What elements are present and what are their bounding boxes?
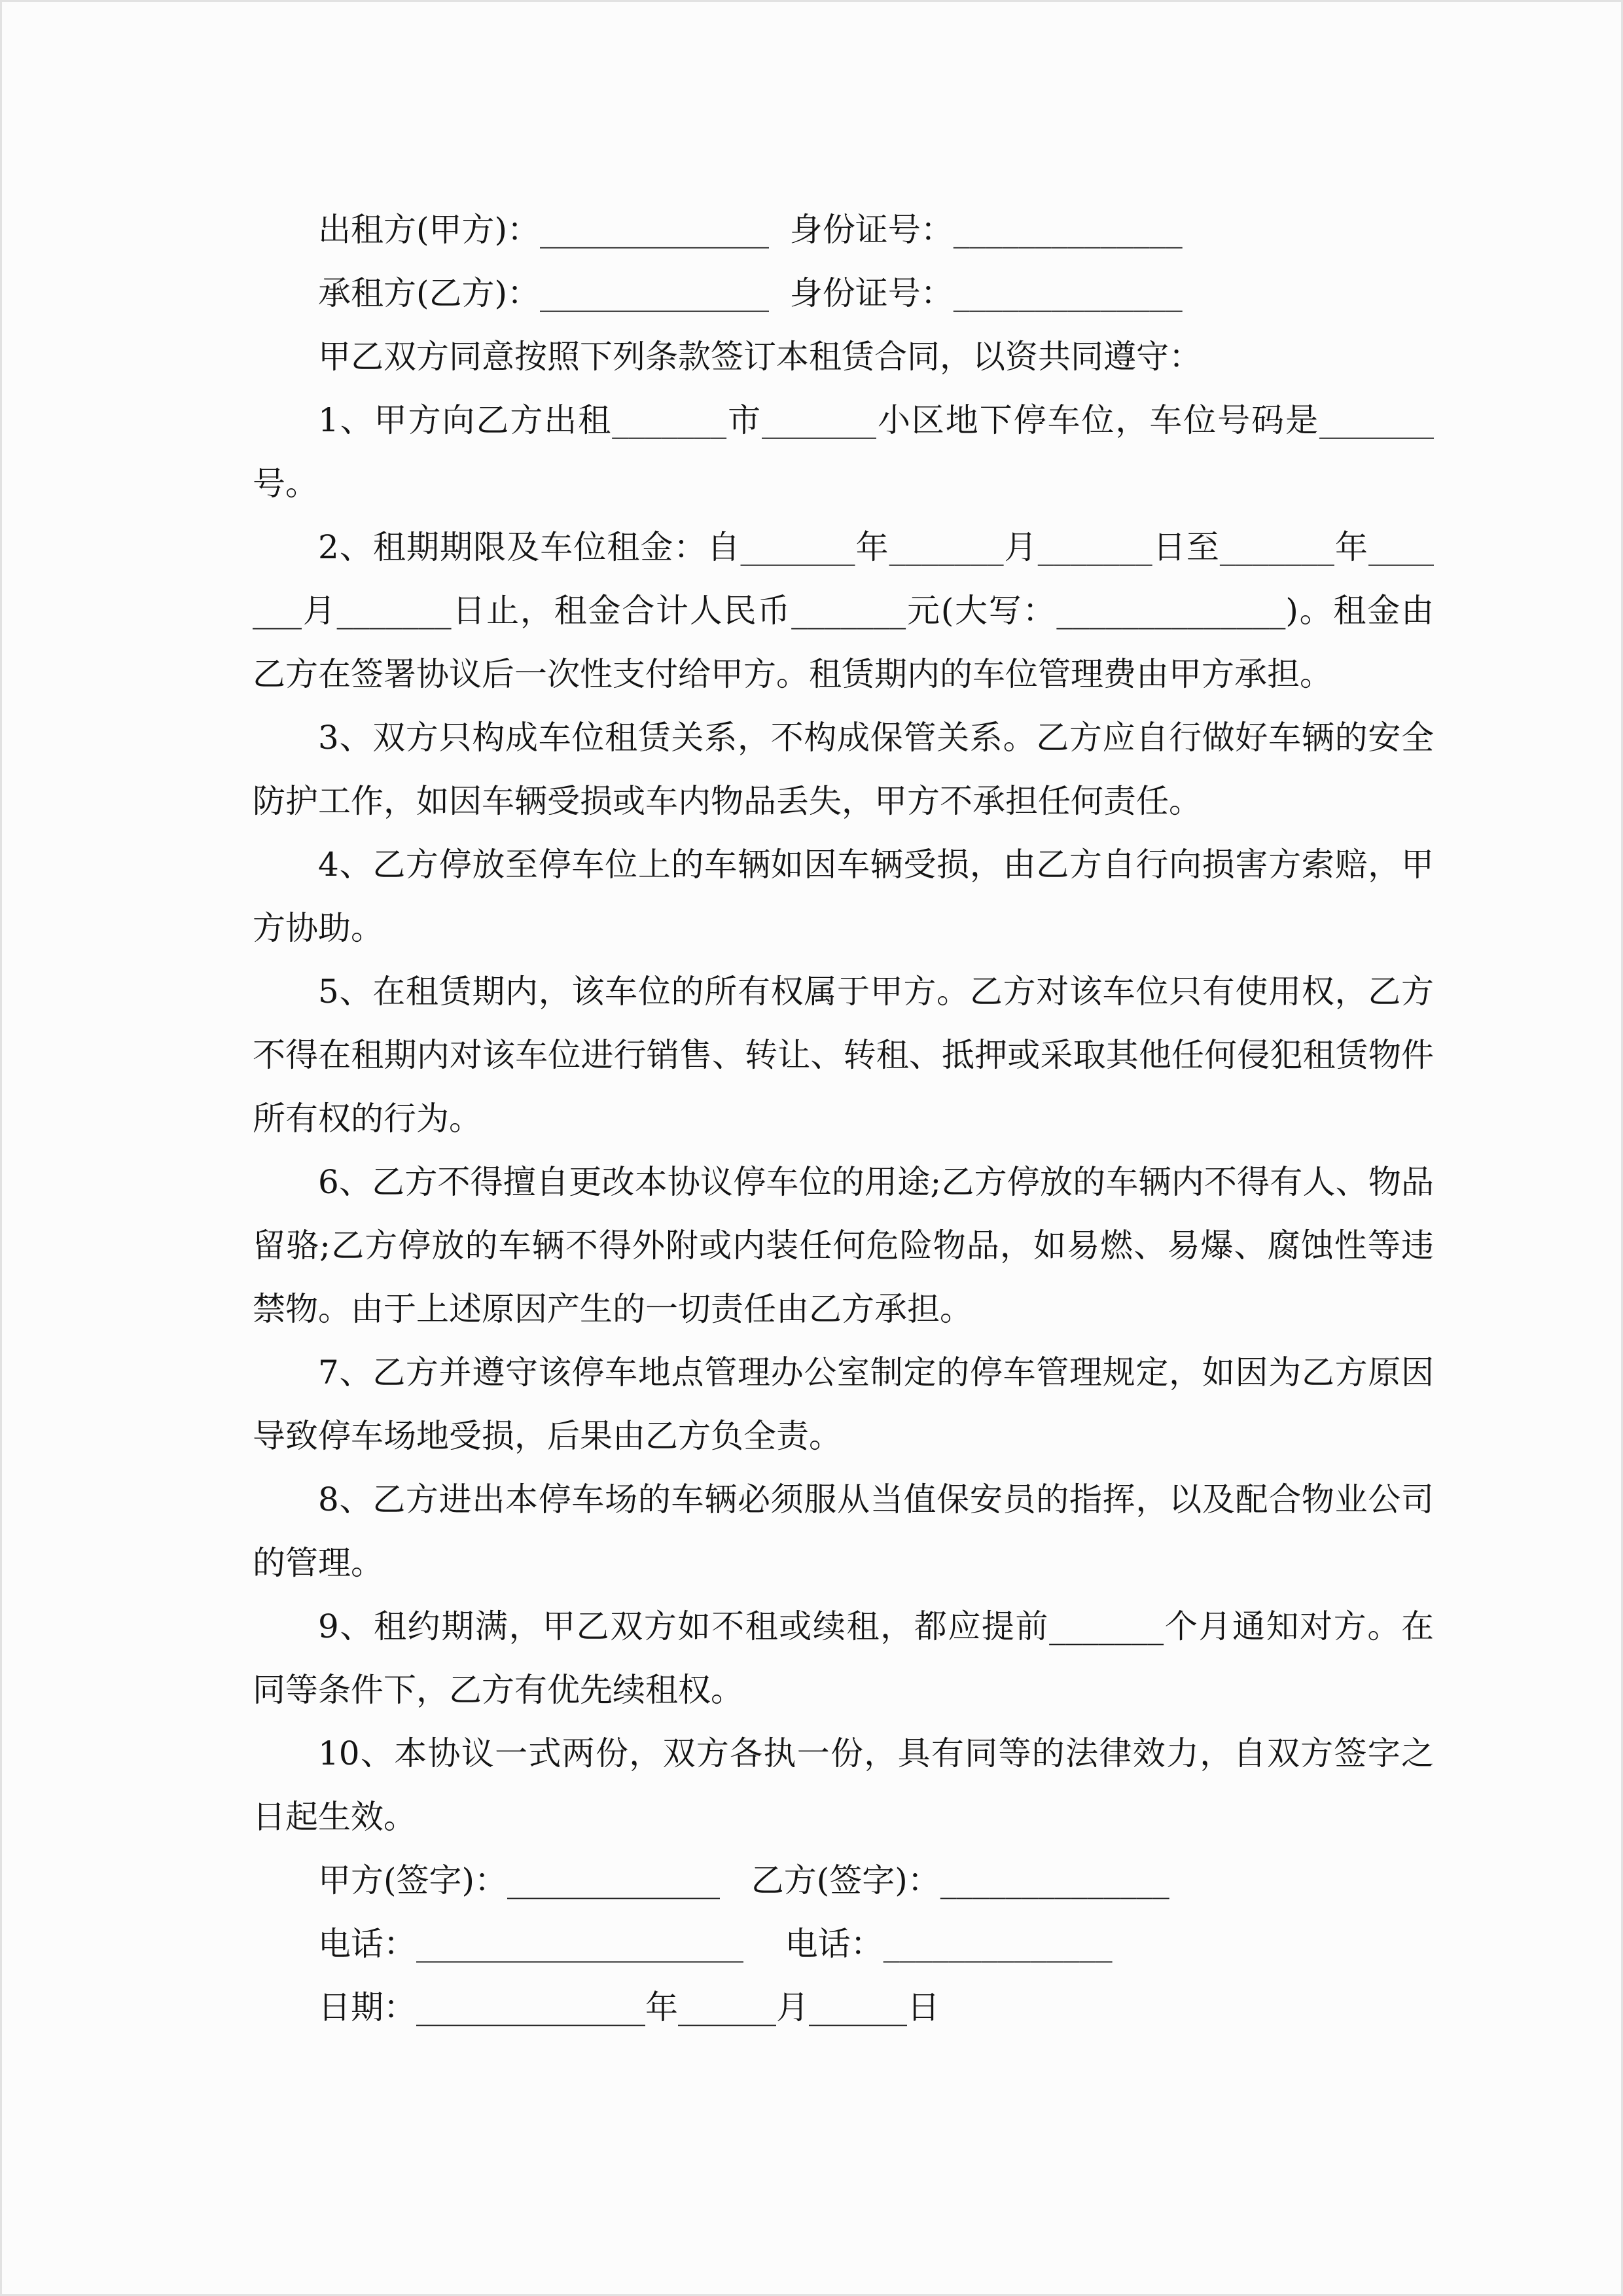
para-clause-5: 5、在租赁期内，该车位的所有权属于甲方。乙方对该车位只有使用权，乙方不得在租期内对该车位进行销售、转让、转租、抵押或采取其他任何侵犯租赁物件所有权的行为。 — [253, 973, 1434, 1138]
contract-body — [253, 198, 1434, 2039]
para-signature-line: 甲方(签字)：_____________ 乙方(签字)：______________ — [318, 1861, 1169, 1899]
para-clause-7: 7、乙方并遵守该停车地点管理办公室制定的停车管理规定，如因为乙方原因导致停车场地受损，后果由乙方负全责。 — [253, 1354, 1434, 1455]
para-lessor-line: 出租方(甲方)：______________ 身份证号：______________ — [318, 211, 1183, 249]
para-clause-2: 2、租期期限及车位租金：自_______年_______月_______日至_______年_______月_______日止，租金合计人民币_______元(大写：______________)。租金由乙方在签署协议后一次性支付给甲方。租赁期内的车位管理费由甲方承担。 — [253, 528, 1434, 693]
para-preamble: 甲乙双方同意按照下列条款签订本租赁合同，以资共同遵守： — [318, 338, 1202, 376]
para-phone-line: 电话：____________________ 电话：______________ — [318, 1925, 1113, 1963]
para-date-line: 日期：______________年______月______日 — [318, 1988, 940, 2026]
para-clause-6: 6、乙方不得擅自更改本协议停车位的用途;乙方停放的车辆内不得有人、物品留骆;乙方停放的车辆不得外附或内装任何危险物品，如易燃、易爆、腐蚀性等违禁物。由于上述原因产生的一切责任由乙方承担。 — [253, 1163, 1434, 1328]
para-clause-4: 4、乙方停放至停车位上的车辆如因车辆受损，由乙方自行向损害方索赔，甲方协助。 — [253, 846, 1434, 947]
para-clause-8: 8、乙方进出本停车场的车辆必须服从当值保安员的指挥，以及配合物业公司的管理。 — [253, 1480, 1434, 1582]
para-clause-1: 1、甲方向乙方出租_______市_______小区地下停车位，车位号码是_______号。 — [253, 401, 1434, 503]
para-clause-9: 9、租约期满，甲乙双方如不租或续租，都应提前_______个月通知对方。在同等条件下，乙方有优先续租权。 — [253, 1607, 1434, 1709]
para-clause-10: 10、本协议一式两份，双方各执一份，具有同等的法律效力，自双方签字之日起生效。 — [253, 1734, 1434, 1836]
para-lessee-line: 承租方(乙方)：______________ 身份证号：______________ — [318, 274, 1183, 312]
para-clause-3: 3、双方只构成车位租赁关系，不构成保管关系。乙方应自行做好车辆的安全防护工作，如因车辆受损或车内物品丢失，甲方不承担任何责任。 — [253, 719, 1434, 820]
